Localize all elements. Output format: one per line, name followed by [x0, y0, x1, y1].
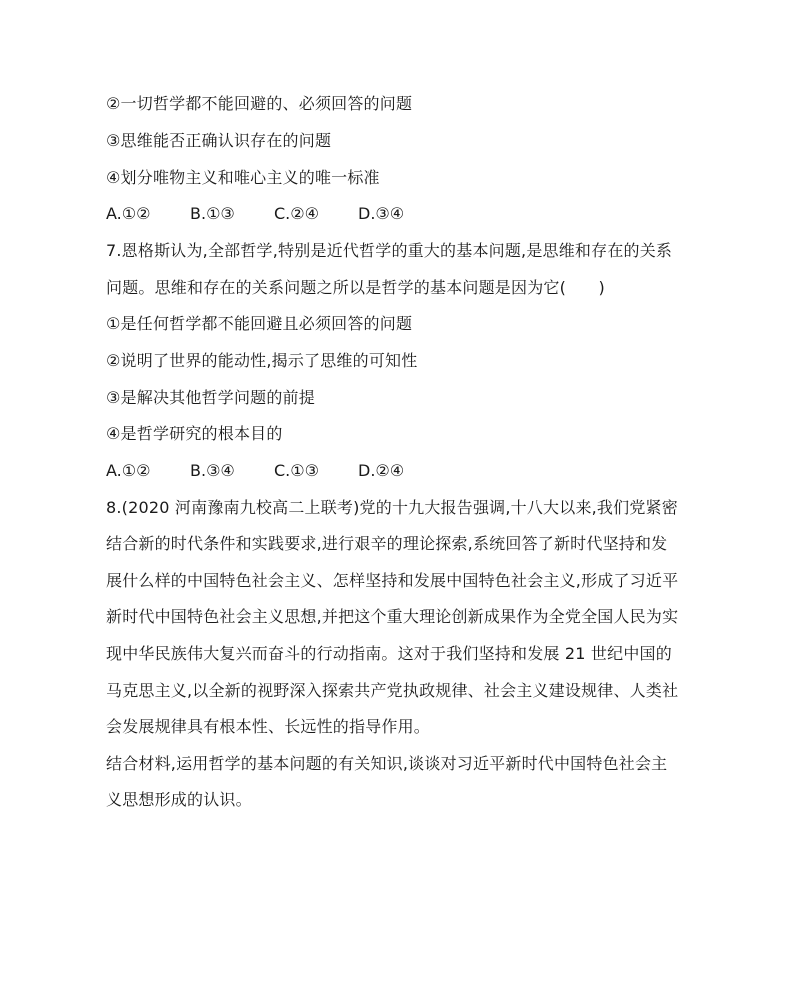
q7-option-c: C.①③	[274, 461, 319, 480]
q7-item-2: ②说明了世界的能动性,揭示了思维的可知性	[106, 351, 418, 370]
q8-stem-line-3: 展什么样的中国特色社会主义、怎样坚持和发展中国特色社会主义,形成了习近平	[106, 571, 679, 590]
q8-stem-line-1: 8.(2020 河南豫南九校高二上联考)党的十九大报告强调,十八大以来,我们党紧密	[106, 498, 678, 517]
q6-item-4: ④划分唯物主义和唯心主义的唯一标准	[106, 168, 380, 187]
q8-stem-line-7: 会发展规律具有根本性、长远性的指导作用。	[106, 717, 431, 736]
q6-options	[106, 204, 442, 224]
q7-item-1: ①是任何哲学都不能回避且必须回答的问题	[106, 314, 413, 333]
q6-option-a: A.①②	[106, 204, 151, 223]
q8-question-line-1: 结合材料,运用哲学的基本问题的有关知识,谈谈对习近平新时代中国特色社会主	[106, 754, 668, 773]
q8-stem-line-4: 新时代中国特色社会主义思想,并把这个重大理论创新成果作为全党全国人民为实	[106, 607, 679, 626]
q6-option-d: D.③④	[358, 204, 405, 223]
q8-question-line-2: 义思想形成的认识。	[106, 790, 252, 809]
q7-stem-line-1: 7.恩格斯认为,全部哲学,特别是近代哲学的重大的基本问题,是思维和存在的关系	[106, 241, 673, 260]
q7-stem-line-2: 问题。思维和存在的关系问题之所以是哲学的基本问题是因为它( )	[106, 278, 605, 297]
q6-option-c: C.②④	[274, 204, 319, 223]
q7-options	[106, 461, 442, 481]
q7-item-3: ③是解决其他哲学问题的前提	[106, 388, 315, 407]
q8-stem-line-6: 马克思主义,以全新的视野深入探索共产党执政规律、社会主义建设规律、人类社	[106, 681, 679, 700]
q6-option-b: B.①③	[190, 204, 235, 223]
q6-item-3: ③思维能否正确认识存在的问题	[106, 131, 332, 150]
q8-stem-line-2: 结合新的时代条件和实践要求,进行艰辛的理论探索,系统回答了新时代坚持和发	[106, 534, 668, 553]
q7-option-d: D.②④	[358, 461, 405, 480]
q6-item-2: ②一切哲学都不能回避的、必须回答的问题	[106, 94, 413, 113]
q7-option-a: A.①②	[106, 461, 151, 480]
q7-option-b: B.③④	[190, 461, 235, 480]
q7-item-4: ④是哲学研究的根本目的	[106, 424, 283, 443]
q8-stem-line-5: 现中华民族伟大复兴而奋斗的行动指南。这对于我们坚持和发展 21 世纪中国的	[106, 644, 672, 663]
